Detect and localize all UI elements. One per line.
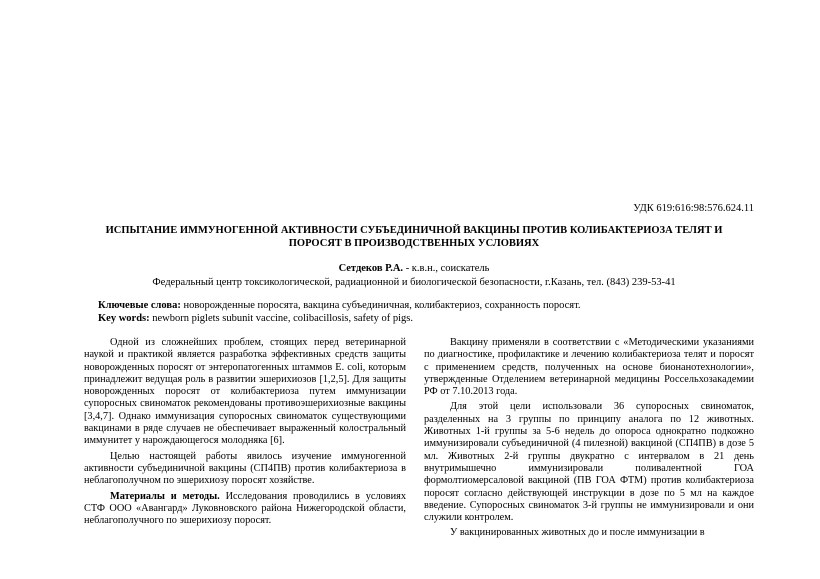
- keywords-en-text: newborn piglets subunit vaccine, colibacillosis, safety of pigs.: [149, 313, 413, 324]
- left-paragraph-methods: [84, 491, 406, 528]
- author-role: - к.в.н., соискатель: [403, 263, 490, 274]
- methods-text: Исследования проводились в условиях СТФ ООО «Авангард» Луковновского района Нижегородской области, неблагополучного по эшерихиозу поросят.: [84, 490, 406, 527]
- right-paragraph-vaccine: Вакцину применяли в соответствии с «Методическими указаниями по диагностике, профилактике и лечению колибактериоза телят и поросят с применением средств, полученных на основе бионанотехнологии», утвержденные Отделением ветеринарной медицины Россельхозакадемии РФ от 7.10.2013 года.: [424, 337, 754, 398]
- keywords-ru: [98, 300, 738, 312]
- author-name: Сетдеков Р.А.: [338, 263, 404, 274]
- article-title: ИСПЫТАНИЕ ИММУНОГЕННОЙ АКТИВНОСТИ СУБЪЕДИНИЧНОЙ ВАКЦИНЫ ПРОТИВ КОЛИБАКТЕРИОЗА ТЕЛЯТ И ПОРОСЯТ В ПРОИЗВОДСТВЕННЫХ УСЛОВИЯХ: [105, 225, 723, 249]
- keywords-ru-text: новорожденные поросята, вакцина субъединичная, колибактериоз, сохранность поросят.: [180, 300, 581, 311]
- right-paragraph-groups: Для этой цели использовали 36 супоросных свиноматок, разделенных на 3 группы по принципу аналога по 12 животных. Животных 1-й группы за 5-6 недель до опороса однократно подкожно иммунизировали субъединичной (4 пилезной) вакциной (СП4ПВ) в дозе 5 мл. Животных 2-й группы двукратно с интервалом в 21 день внутримышечно иммунизировали поливалентной ГОА формолтиомерсаловой вакциной (ПВ ГОА ФТМ) против колибактериоза поросят согласно действующей инструкции в дозе по 5 мл на каждое введение. Супоросных свиноматок 3-й группы не иммунизировали и они служили контролем.: [424, 401, 754, 524]
- affiliation: Федеральный центр токсикологической, радиационной и биологической безопасности, г.Казань, тел. (843) 239-53-41: [152, 277, 676, 288]
- left-column: [84, 337, 406, 530]
- left-paragraph-intro: Одной из сложнейших проблем, стоящих перед ветеринарной наукой и практикой является разработка эффективных средств защиты новорожденных поросят от энтеропатогенных штаммов E. coli, которым принадлежит ведущая роль в развитии эшерихиозов [1,2,5]. Для защиты новорожденных поросят от колибактериоза путем иммунизации супоросных свиноматок рекомендованы противоэшерихиозные вакцины [3,4,7]. Однако иммунизация супоросных свиноматок существующими вакцинами в ряде случаев не обеспечивает выраженный колостральный иммунитет у нарождающегося молодняка [6].: [84, 337, 406, 447]
- right-paragraph-continued: У вакцинированных животных до и после иммунизации в: [450, 527, 705, 539]
- methods-heading: Материалы и методы.: [110, 490, 220, 502]
- left-paragraph-aim: Целью настоящей работы явилось изучение иммуногенной активности субъединичной вакцины (СП4ПВ) против колибактериоза в неблагополучном по эшерихиозу поросят хозяйстве.: [84, 450, 406, 487]
- author-line: [84, 263, 744, 274]
- keywords-en: [98, 313, 738, 325]
- keywords-ru-label: Ключевые слова:: [98, 300, 181, 311]
- right-column: [424, 337, 754, 543]
- keywords-en-label: Key words:: [98, 313, 150, 324]
- udk-code: УДК 619:616:98:576.624.11: [633, 203, 754, 214]
